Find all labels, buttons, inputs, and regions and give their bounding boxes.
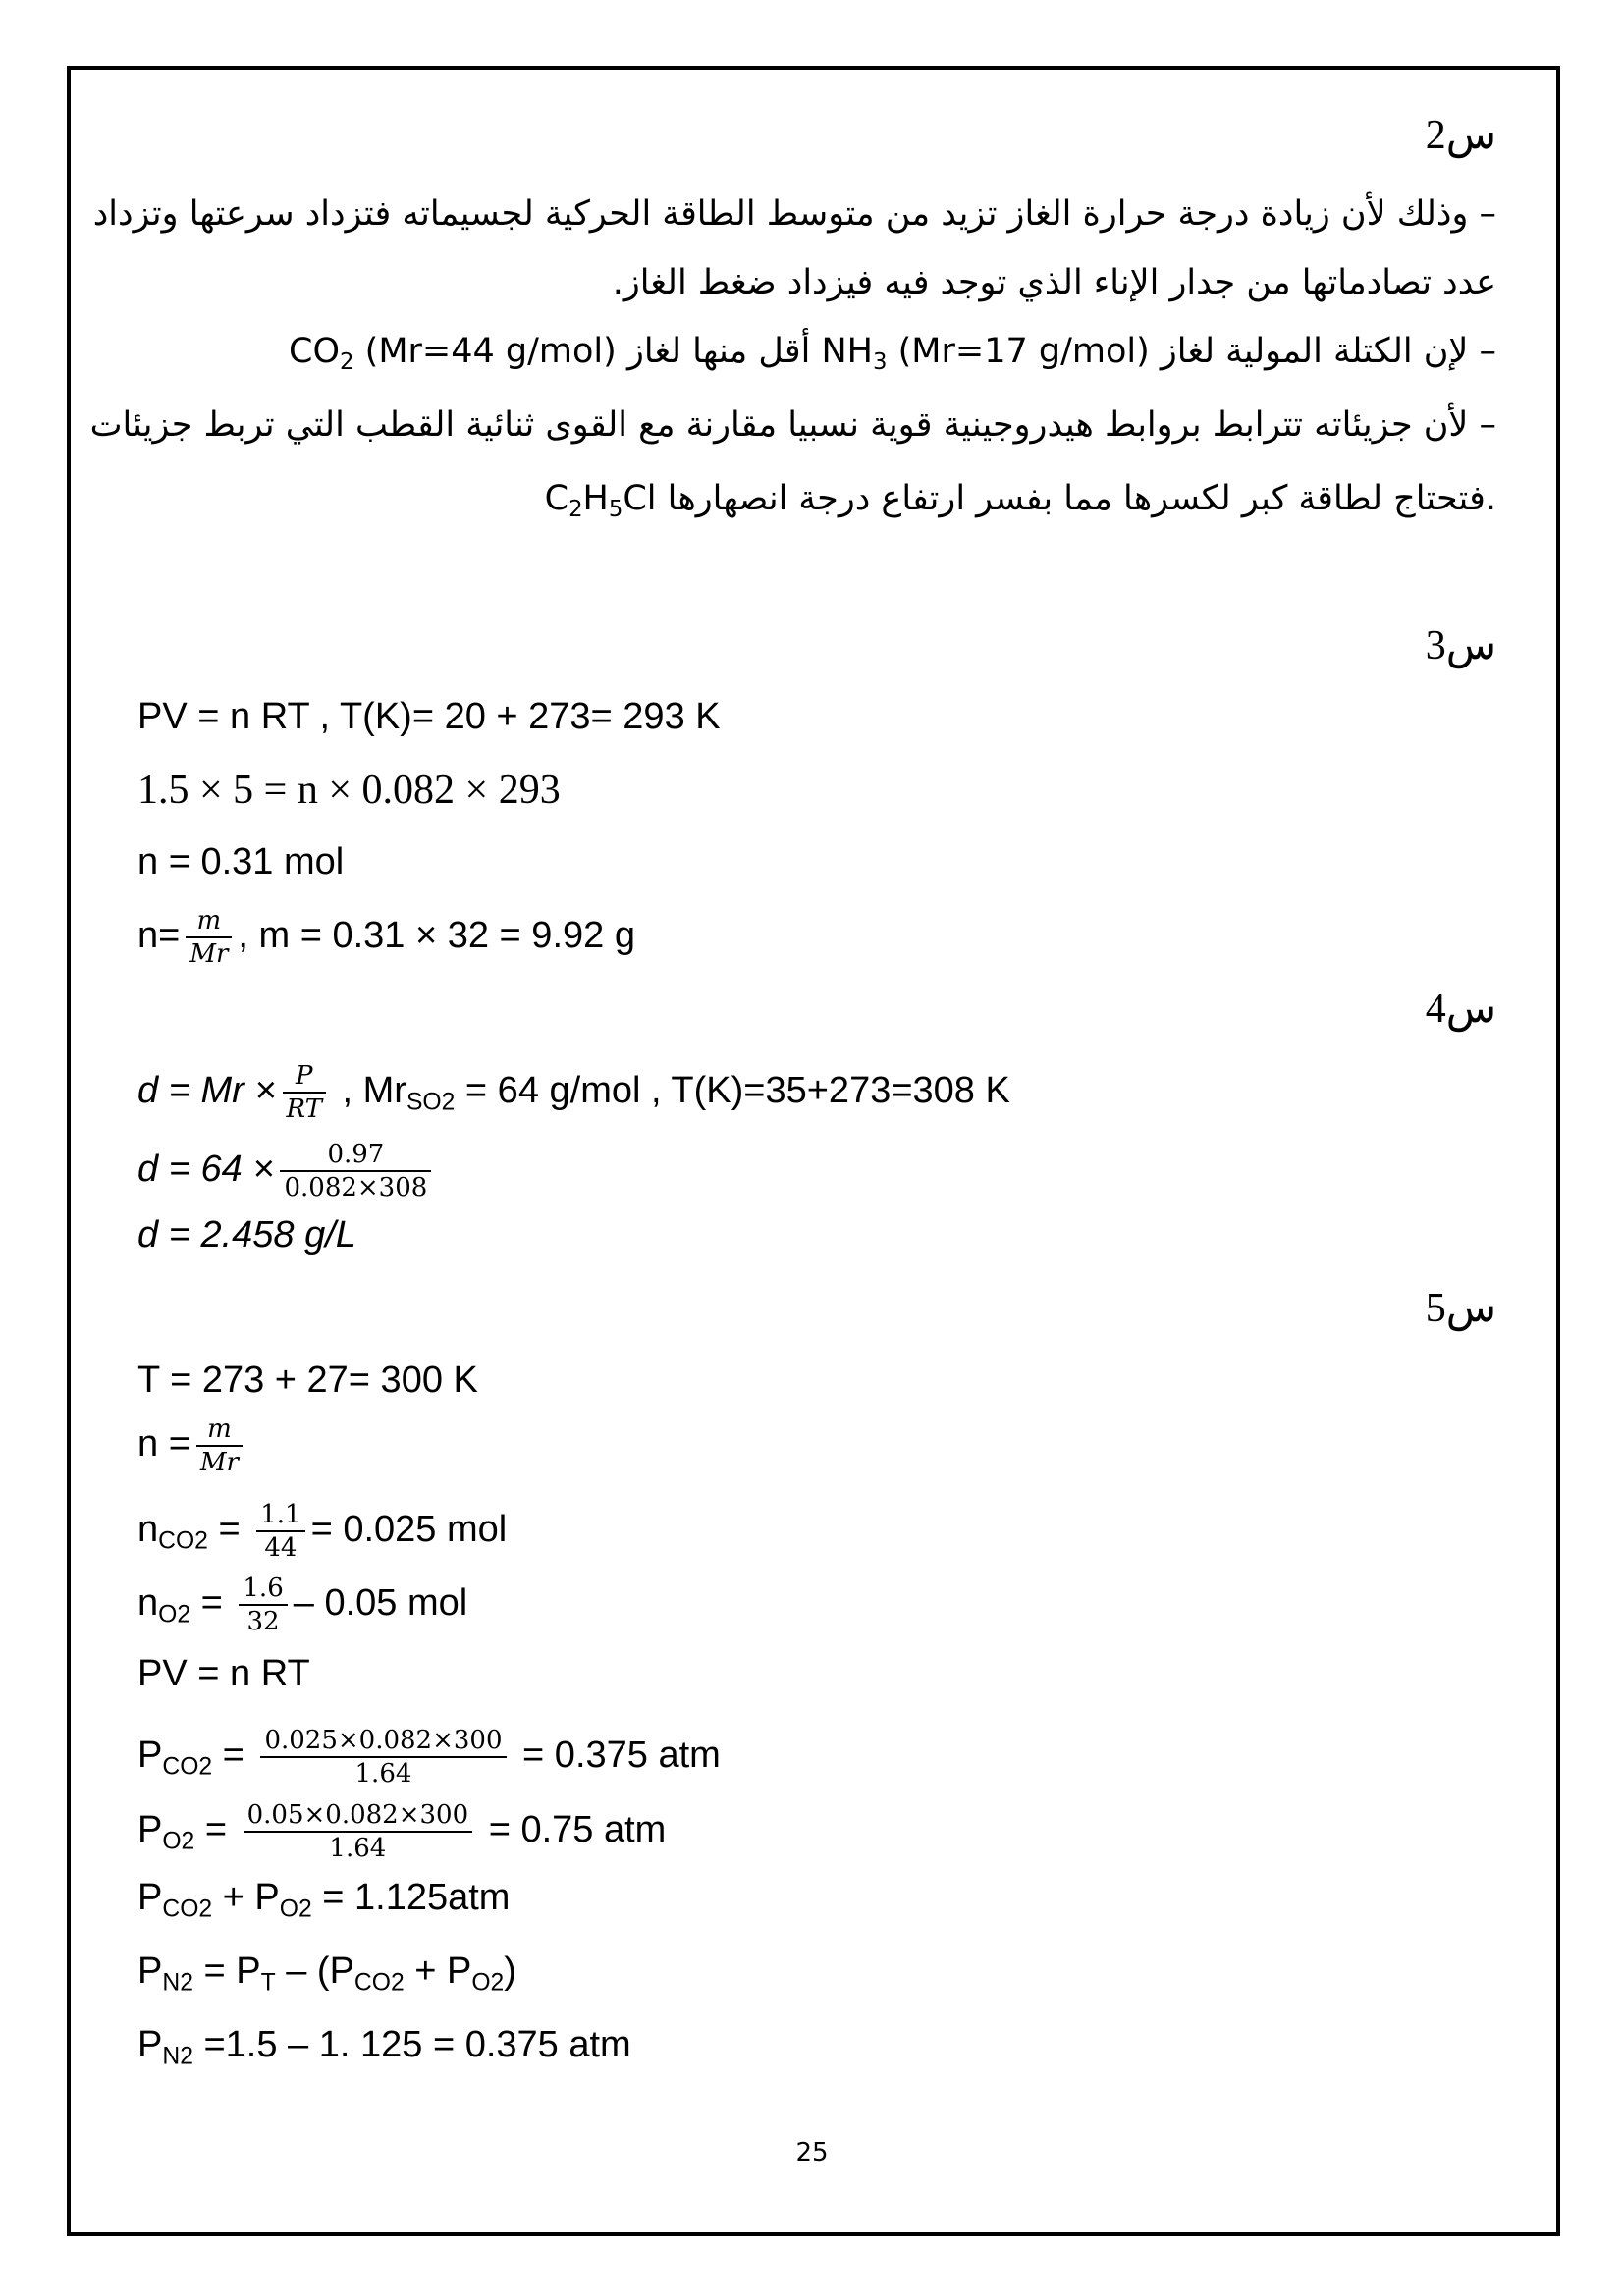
q2-line-5: $C_2H_5Cl$ فتحتاج لطاقة كبر لكسرها مما بفسر ارتفاع درجة انصهارها.: [544, 479, 1496, 522]
fraction: $\frac{m}{Mr}$: [196, 1414, 243, 1478]
fraction: $\frac{m}{Mr}$: [186, 905, 232, 970]
q3-equation-1: PV = n RT , T(K)= 20 + 273= 293 K: [137, 696, 721, 737]
q2-line-3-part-b: (Mr=17 g/mol) أقل منها لغاز CO: [289, 332, 1150, 371]
q5-equation-6: $P_{CO2}$ = $\frac{0.025\times 0.082\times 300}{1.64}$ = 0.375 atm: [137, 1726, 721, 1789]
q5-equation-1: T = 273 + 27= 300 K: [137, 1360, 478, 1401]
fraction: $\frac{1.6}{32}$: [239, 1573, 287, 1637]
fraction: $\frac{0.05\times 0.082\times 300}{1.64}$: [244, 1799, 473, 1864]
q3-equation-4: n= $\frac{m}{Mr}$ , m = 0.31 × 32 = 9.92 g: [137, 906, 635, 969]
q5-equation-8: $P_{CO2} + P_{O2} = 1.125atm$: [137, 1877, 511, 1923]
fraction: $\frac{P}{RT}$: [283, 1060, 326, 1125]
q5-equation-5: PV = n RT: [137, 1653, 310, 1694]
q5-equation-10: $P_{N2} =1.5 - 1$. 125 = 0.375 atm: [137, 2024, 631, 2070]
page-number: 25: [795, 2138, 829, 2167]
q2-line-5-part-a: C: [544, 479, 569, 518]
q5-equation-7: $P_{O2}$ = $\frac{0.05\times 0.082\times 300}{1.64}$ = 0.75 atm: [137, 1800, 667, 1863]
fraction: $\frac{1.1}{44}$: [256, 1499, 304, 1564]
q2-line-2: عدد تصادماتها من جدار الإناء الذي توجد فيه فيزداد ضغط الغاز.: [612, 263, 1496, 302]
q2-line-5-part-c: Cl فتحتاج لطاقة كبر لكسرها مما بفسر ارتفاع درجة انصهارها.: [623, 479, 1496, 518]
q4-header: س4: [1425, 987, 1496, 1032]
q5-equation-3: $n_{CO2}$ = $\frac{1.1}{44}$ = 0.025 mol: [137, 1500, 508, 1563]
q5-equation-2: n = $\frac{m}{Mr}$: [137, 1414, 248, 1478]
q2-line-3: – لإن الكتلة المولية لغاز $NH_3$ (Mr=17 g/mol) أقل منها لغاز $CO_2$ (Mr=44 g/mol): [289, 332, 1496, 375]
q2-line-3-part-c: (Mr=44 g/mol): [364, 332, 617, 371]
q2-line-1: – وذلك لأن زيادة درجة حرارة الغاز تزيد من متوسط الطاقة الحركية لجسيماته فتزداد سرعتها وتزداد: [92, 194, 1496, 234]
q5-header: س5: [1425, 1286, 1496, 1331]
q4-equation-3: d = 2.458 g/L: [137, 1214, 356, 1255]
fraction: $\frac{0.025\times 0.082\times 300}{1.64}$: [260, 1725, 506, 1789]
q3-equation-2: 1.5 × 5 = n × 0.082 × 293: [137, 768, 561, 813]
q3-equation-3: n = 0.31 mol: [137, 841, 345, 882]
q4-equation-2: d = 64 × $\frac{0.97}{0.082\times 308}$: [137, 1139, 437, 1203]
q5-equation-4: $n_{O2}$ = $\frac{1.6}{32}$ – 0.05 mol: [137, 1574, 468, 1636]
q2-line-4: – لأن جزيئاته تترابط بروابط هيدروجينية قوية نسبيا مقارنة مع القوى ثنائية القطب التي تربط جزيئات: [89, 405, 1496, 445]
fraction: $\frac{0.97}{0.082\times 308}$: [280, 1139, 431, 1203]
q2-line-3-part-a: – لإن الكتلة المولية لغاز NH: [821, 332, 1496, 371]
q4-equation-1: d = Mr × $\frac{P}{RT}$ , $Mr_{SO2} = 64$ g/mol , T(K)=35+273=308 K: [137, 1061, 1010, 1124]
q5-equation-9: $P_{N2} = P_T - (P_{CO2} + P_{O2})$: [137, 1950, 516, 1997]
q2-line-5-part-b: H: [582, 479, 609, 518]
q3-header: س3: [1425, 623, 1496, 668]
q2-header: س2: [1425, 113, 1496, 158]
